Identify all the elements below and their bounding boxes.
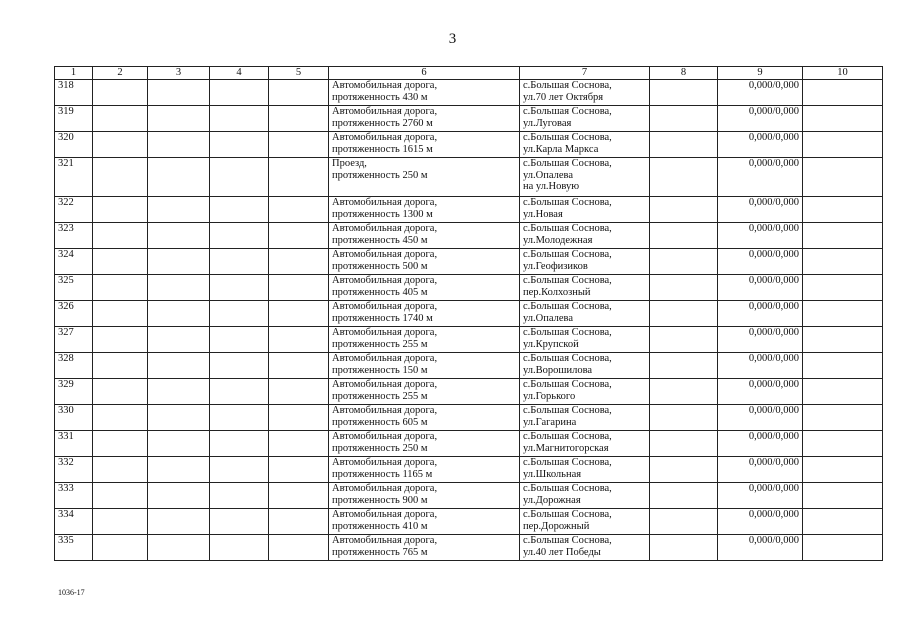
empty-cell bbox=[803, 379, 883, 405]
value-cell: 0,000/0,000 bbox=[718, 457, 803, 483]
empty-cell bbox=[93, 327, 148, 353]
address-line: с.Большая Соснова, bbox=[523, 327, 612, 338]
empty-cell bbox=[148, 132, 210, 158]
column-header: 7 bbox=[520, 67, 650, 80]
address-line: с.Большая Соснова, bbox=[523, 301, 612, 312]
address-line: ул.Школьная bbox=[523, 468, 582, 480]
empty-cell bbox=[210, 301, 269, 327]
empty-cell bbox=[210, 158, 269, 197]
address-line: с.Большая Соснова, bbox=[523, 249, 612, 260]
column-header: 2 bbox=[93, 67, 148, 80]
empty-cell bbox=[269, 379, 329, 405]
empty-cell bbox=[803, 80, 883, 106]
empty-cell bbox=[803, 483, 883, 509]
table-row bbox=[55, 197, 883, 223]
object-description-cell bbox=[329, 483, 520, 509]
empty-cell bbox=[210, 535, 269, 561]
address-line: ул.Луговая bbox=[523, 117, 572, 129]
object-description-cell bbox=[329, 353, 520, 379]
value-cell: 0,000/0,000 bbox=[718, 301, 803, 327]
empty-cell bbox=[650, 106, 718, 132]
empty-cell bbox=[269, 353, 329, 379]
empty-cell bbox=[269, 132, 329, 158]
empty-cell bbox=[148, 197, 210, 223]
address-line: пер.Колхозный bbox=[523, 286, 591, 298]
address-line: ул.Геофизиков bbox=[523, 260, 588, 272]
empty-cell bbox=[269, 405, 329, 431]
empty-cell bbox=[650, 158, 718, 197]
empty-cell bbox=[803, 158, 883, 197]
description-line: Автомобильная дорога, bbox=[332, 509, 438, 520]
description-line: протяженность 150 м bbox=[332, 364, 428, 376]
empty-cell bbox=[93, 275, 148, 301]
address-line: с.Большая Соснова, bbox=[523, 483, 612, 494]
description-line: протяженность 405 м bbox=[332, 286, 428, 298]
empty-cell bbox=[93, 535, 148, 561]
empty-cell bbox=[148, 431, 210, 457]
empty-cell bbox=[148, 327, 210, 353]
address-cell bbox=[520, 223, 650, 249]
empty-cell bbox=[803, 535, 883, 561]
row-number-cell: 334 bbox=[55, 509, 93, 535]
address-line: с.Большая Соснова, bbox=[523, 405, 612, 416]
object-description-cell bbox=[329, 405, 520, 431]
object-description-cell bbox=[329, 379, 520, 405]
column-header: 9 bbox=[718, 67, 803, 80]
value-cell: 0,000/0,000 bbox=[718, 535, 803, 561]
value-cell: 0,000/0,000 bbox=[718, 80, 803, 106]
empty-cell bbox=[93, 483, 148, 509]
table-row bbox=[55, 483, 883, 509]
description-line: протяженность 1615 м bbox=[332, 143, 433, 155]
empty-cell bbox=[269, 80, 329, 106]
table-row bbox=[55, 405, 883, 431]
empty-cell bbox=[210, 457, 269, 483]
description-line: Автомобильная дорога, bbox=[332, 80, 438, 91]
empty-cell bbox=[803, 353, 883, 379]
table-row bbox=[55, 132, 883, 158]
description-line: Автомобильная дорога, bbox=[332, 275, 438, 286]
description-line: протяженность 900 м bbox=[332, 494, 428, 506]
description-line: Автомобильная дорога, bbox=[332, 431, 438, 442]
row-number-cell: 333 bbox=[55, 483, 93, 509]
value-cell: 0,000/0,000 bbox=[718, 431, 803, 457]
empty-cell bbox=[93, 249, 148, 275]
row-number-cell: 318 bbox=[55, 80, 93, 106]
empty-cell bbox=[803, 431, 883, 457]
table-row bbox=[55, 353, 883, 379]
address-line: с.Большая Соснова, bbox=[523, 197, 612, 208]
empty-cell bbox=[650, 483, 718, 509]
empty-cell bbox=[803, 106, 883, 132]
address-line: ул.Новая bbox=[523, 208, 563, 220]
empty-cell bbox=[148, 249, 210, 275]
column-header: 10 bbox=[803, 67, 883, 80]
address-cell bbox=[520, 197, 650, 223]
empty-cell bbox=[650, 132, 718, 158]
address-cell bbox=[520, 275, 650, 301]
empty-cell bbox=[269, 197, 329, 223]
object-description-cell bbox=[329, 197, 520, 223]
empty-cell bbox=[269, 457, 329, 483]
description-line: Автомобильная дорога, bbox=[332, 405, 438, 416]
table-row bbox=[55, 431, 883, 457]
description-line: Автомобильная дорога, bbox=[332, 249, 438, 260]
description-line: протяженность 250 м bbox=[332, 442, 428, 454]
empty-cell bbox=[210, 275, 269, 301]
value-cell: 0,000/0,000 bbox=[718, 132, 803, 158]
description-line: протяженность 1740 м bbox=[332, 312, 433, 324]
empty-cell bbox=[650, 405, 718, 431]
object-description-cell bbox=[329, 457, 520, 483]
column-header: 5 bbox=[269, 67, 329, 80]
address-line: ул.Карла Маркса bbox=[523, 143, 599, 155]
address-line: с.Большая Соснова, bbox=[523, 223, 612, 234]
empty-cell bbox=[93, 223, 148, 249]
empty-cell bbox=[803, 223, 883, 249]
address-line: ул.Магнитогорская bbox=[523, 442, 609, 454]
object-description-cell bbox=[329, 431, 520, 457]
empty-cell bbox=[93, 158, 148, 197]
empty-cell bbox=[93, 106, 148, 132]
address-line: ул.Ворошилова bbox=[523, 364, 593, 376]
table-row bbox=[55, 457, 883, 483]
address-line: ул.Опалева bbox=[523, 169, 573, 181]
empty-cell bbox=[650, 379, 718, 405]
address-line: ул.Дорожная bbox=[523, 494, 581, 506]
address-line: ул.Крупской bbox=[523, 338, 579, 350]
address-cell bbox=[520, 80, 650, 106]
row-number-cell: 330 bbox=[55, 405, 93, 431]
address-line: ул.Гагарина bbox=[523, 416, 577, 428]
empty-cell bbox=[803, 509, 883, 535]
row-number-cell: 331 bbox=[55, 431, 93, 457]
empty-cell bbox=[269, 327, 329, 353]
description-line: Автомобильная дорога, bbox=[332, 132, 438, 143]
description-line: Автомобильная дорога, bbox=[332, 197, 438, 208]
row-number-cell: 328 bbox=[55, 353, 93, 379]
empty-cell bbox=[210, 431, 269, 457]
description-line: протяженность 1165 м bbox=[332, 468, 433, 480]
empty-cell bbox=[210, 509, 269, 535]
description-line: протяженность 1300 м bbox=[332, 208, 433, 220]
value-cell: 0,000/0,000 bbox=[718, 197, 803, 223]
empty-cell bbox=[93, 509, 148, 535]
empty-cell bbox=[269, 431, 329, 457]
table-row bbox=[55, 535, 883, 561]
table-body bbox=[55, 80, 883, 561]
column-header: 6 bbox=[329, 67, 520, 80]
row-number-cell: 325 bbox=[55, 275, 93, 301]
object-description-cell bbox=[329, 132, 520, 158]
address-line: ул.Опалева bbox=[523, 312, 573, 324]
empty-cell bbox=[803, 275, 883, 301]
address-line: с.Большая Соснова, bbox=[523, 457, 612, 468]
table-row bbox=[55, 301, 883, 327]
empty-cell bbox=[93, 132, 148, 158]
empty-cell bbox=[93, 197, 148, 223]
description-line: протяженность 430 м bbox=[332, 91, 428, 103]
empty-cell bbox=[803, 327, 883, 353]
address-line: ул.Молодежная bbox=[523, 234, 593, 246]
address-line: ул.Горького bbox=[523, 390, 576, 402]
empty-cell bbox=[650, 509, 718, 535]
column-header: 8 bbox=[650, 67, 718, 80]
address-cell bbox=[520, 106, 650, 132]
address-line: с.Большая Соснова, bbox=[523, 379, 612, 390]
address-line: с.Большая Соснова, bbox=[523, 509, 612, 520]
empty-cell bbox=[210, 132, 269, 158]
empty-cell bbox=[148, 509, 210, 535]
empty-cell bbox=[650, 223, 718, 249]
row-number-cell: 320 bbox=[55, 132, 93, 158]
description-line: протяженность 255 м bbox=[332, 338, 428, 350]
description-line: протяженность 255 м bbox=[332, 390, 428, 402]
empty-cell bbox=[148, 301, 210, 327]
empty-cell bbox=[210, 483, 269, 509]
empty-cell bbox=[650, 301, 718, 327]
empty-cell bbox=[650, 353, 718, 379]
empty-cell bbox=[148, 80, 210, 106]
value-cell: 0,000/0,000 bbox=[718, 223, 803, 249]
empty-cell bbox=[650, 249, 718, 275]
row-number-cell: 327 bbox=[55, 327, 93, 353]
empty-cell bbox=[269, 301, 329, 327]
address-line: с.Большая Соснова, bbox=[523, 106, 612, 117]
empty-cell bbox=[803, 301, 883, 327]
table-row bbox=[55, 249, 883, 275]
empty-cell bbox=[148, 535, 210, 561]
empty-cell bbox=[93, 353, 148, 379]
description-line: Проезд, bbox=[332, 158, 367, 169]
empty-cell bbox=[269, 106, 329, 132]
empty-cell bbox=[210, 223, 269, 249]
address-cell bbox=[520, 132, 650, 158]
address-line: с.Большая Соснова, bbox=[523, 158, 612, 169]
address-line: ул.40 лет Победы bbox=[523, 546, 601, 558]
description-line: Автомобильная дорога, bbox=[332, 353, 438, 364]
value-cell: 0,000/0,000 bbox=[718, 327, 803, 353]
table-row bbox=[55, 509, 883, 535]
empty-cell bbox=[148, 483, 210, 509]
address-cell bbox=[520, 301, 650, 327]
empty-cell bbox=[93, 301, 148, 327]
table-row bbox=[55, 223, 883, 249]
empty-cell bbox=[148, 379, 210, 405]
empty-cell bbox=[148, 353, 210, 379]
column-header: 3 bbox=[148, 67, 210, 80]
empty-cell bbox=[210, 197, 269, 223]
empty-cell bbox=[803, 197, 883, 223]
empty-cell bbox=[269, 535, 329, 561]
address-line: с.Большая Соснова, bbox=[523, 132, 612, 143]
address-cell bbox=[520, 535, 650, 561]
value-cell: 0,000/0,000 bbox=[718, 353, 803, 379]
empty-cell bbox=[650, 80, 718, 106]
address-cell bbox=[520, 431, 650, 457]
address-cell bbox=[520, 249, 650, 275]
address-cell bbox=[520, 353, 650, 379]
empty-cell bbox=[93, 405, 148, 431]
property-register-table bbox=[54, 66, 883, 561]
empty-cell bbox=[148, 158, 210, 197]
column-number-row bbox=[55, 67, 883, 80]
description-line: Автомобильная дорога, bbox=[332, 379, 438, 390]
empty-cell bbox=[148, 457, 210, 483]
address-line: пер.Дорожный bbox=[523, 520, 590, 532]
description-line: протяженность 250 м bbox=[332, 169, 428, 181]
table-row bbox=[55, 158, 883, 197]
object-description-cell bbox=[329, 106, 520, 132]
table-row bbox=[55, 106, 883, 132]
description-line: Автомобильная дорога, bbox=[332, 483, 438, 494]
empty-cell bbox=[93, 80, 148, 106]
value-cell: 0,000/0,000 bbox=[718, 405, 803, 431]
empty-cell bbox=[269, 275, 329, 301]
row-number-cell: 332 bbox=[55, 457, 93, 483]
object-description-cell bbox=[329, 249, 520, 275]
object-description-cell bbox=[329, 158, 520, 197]
empty-cell bbox=[803, 457, 883, 483]
row-number-cell: 319 bbox=[55, 106, 93, 132]
address-cell bbox=[520, 483, 650, 509]
description-line: Автомобильная дорога, bbox=[332, 327, 438, 338]
object-description-cell bbox=[329, 301, 520, 327]
description-line: протяженность 450 м bbox=[332, 234, 428, 246]
object-description-cell bbox=[329, 509, 520, 535]
empty-cell bbox=[269, 483, 329, 509]
address-line: на ул.Новую bbox=[523, 181, 580, 192]
description-line: протяженность 765 м bbox=[332, 546, 428, 558]
value-cell: 0,000/0,000 bbox=[718, 379, 803, 405]
object-description-cell bbox=[329, 327, 520, 353]
column-header: 1 bbox=[55, 67, 93, 80]
empty-cell bbox=[93, 431, 148, 457]
empty-cell bbox=[210, 353, 269, 379]
empty-cell bbox=[650, 197, 718, 223]
document-code: 1036-17 bbox=[58, 588, 85, 597]
empty-cell bbox=[210, 327, 269, 353]
column-header: 4 bbox=[210, 67, 269, 80]
empty-cell bbox=[93, 457, 148, 483]
description-line: Автомобильная дорога, bbox=[332, 106, 438, 117]
row-number-cell: 335 bbox=[55, 535, 93, 561]
value-cell: 0,000/0,000 bbox=[718, 249, 803, 275]
address-line: с.Большая Соснова, bbox=[523, 80, 612, 91]
empty-cell bbox=[650, 327, 718, 353]
empty-cell bbox=[210, 405, 269, 431]
address-cell bbox=[520, 379, 650, 405]
row-number-cell: 329 bbox=[55, 379, 93, 405]
address-cell bbox=[520, 405, 650, 431]
row-number-cell: 324 bbox=[55, 249, 93, 275]
address-cell bbox=[520, 327, 650, 353]
address-line: с.Большая Соснова, bbox=[523, 535, 612, 546]
row-number-cell: 323 bbox=[55, 223, 93, 249]
table-row bbox=[55, 379, 883, 405]
value-cell: 0,000/0,000 bbox=[718, 106, 803, 132]
address-line: с.Большая Соснова, bbox=[523, 353, 612, 364]
address-line: с.Большая Соснова, bbox=[523, 275, 612, 286]
empty-cell bbox=[148, 275, 210, 301]
empty-cell bbox=[269, 158, 329, 197]
empty-cell bbox=[210, 249, 269, 275]
empty-cell bbox=[803, 405, 883, 431]
description-line: протяженность 605 м bbox=[332, 416, 428, 428]
empty-cell bbox=[210, 80, 269, 106]
address-line: ул.70 лет Октября bbox=[523, 91, 604, 103]
value-cell: 0,000/0,000 bbox=[718, 158, 803, 197]
empty-cell bbox=[210, 379, 269, 405]
empty-cell bbox=[269, 249, 329, 275]
description-line: протяженность 410 м bbox=[332, 520, 428, 532]
address-cell bbox=[520, 158, 650, 197]
value-cell: 0,000/0,000 bbox=[718, 275, 803, 301]
empty-cell bbox=[210, 106, 269, 132]
empty-cell bbox=[803, 132, 883, 158]
empty-cell bbox=[148, 223, 210, 249]
empty-cell bbox=[93, 379, 148, 405]
empty-cell bbox=[650, 535, 718, 561]
address-cell bbox=[520, 457, 650, 483]
row-number-cell: 321 bbox=[55, 158, 93, 197]
object-description-cell bbox=[329, 80, 520, 106]
table-row bbox=[55, 80, 883, 106]
row-number-cell: 322 bbox=[55, 197, 93, 223]
description-line: Автомобильная дорога, bbox=[332, 457, 438, 468]
address-line: с.Большая Соснова, bbox=[523, 431, 612, 442]
object-description-cell bbox=[329, 275, 520, 301]
description-line: протяженность 500 м bbox=[332, 260, 428, 272]
empty-cell bbox=[650, 457, 718, 483]
description-line: протяженность 2760 м bbox=[332, 117, 433, 129]
empty-cell bbox=[650, 431, 718, 457]
value-cell: 0,000/0,000 bbox=[718, 509, 803, 535]
table-row bbox=[55, 327, 883, 353]
table-row bbox=[55, 275, 883, 301]
row-number-cell: 326 bbox=[55, 301, 93, 327]
object-description-cell bbox=[329, 535, 520, 561]
empty-cell bbox=[148, 106, 210, 132]
object-description-cell bbox=[329, 223, 520, 249]
value-cell: 0,000/0,000 bbox=[718, 483, 803, 509]
description-line: Автомобильная дорога, bbox=[332, 301, 438, 312]
description-line: Автомобильная дорога, bbox=[332, 535, 438, 546]
empty-cell bbox=[148, 405, 210, 431]
address-cell bbox=[520, 509, 650, 535]
description-line: Автомобильная дорога, bbox=[332, 223, 438, 234]
empty-cell bbox=[269, 223, 329, 249]
empty-cell bbox=[650, 275, 718, 301]
empty-cell bbox=[803, 249, 883, 275]
page-number: 3 bbox=[448, 31, 457, 47]
empty-cell bbox=[269, 509, 329, 535]
